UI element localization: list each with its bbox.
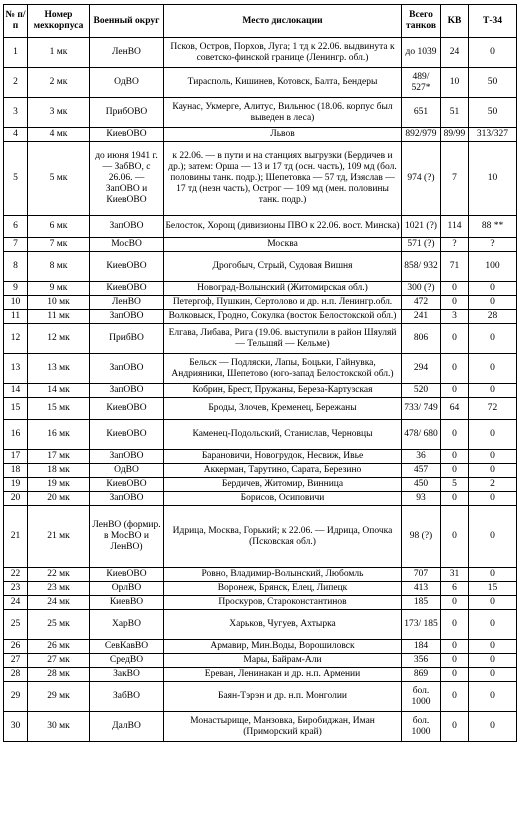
t34-count-cell: 72	[469, 398, 517, 420]
corps-number-cell: 28 мк	[28, 668, 90, 682]
total-tanks-cell: бол. 1000	[402, 682, 441, 712]
row-number-cell: 3	[4, 98, 28, 128]
row-number-cell: 30	[4, 712, 28, 742]
total-tanks-cell: 974 (?)	[402, 142, 441, 216]
table-row	[4, 712, 517, 742]
corps-number-cell: 17 мк	[28, 450, 90, 464]
location-cell: Армавир, Мин.Воды, Ворошиловск	[164, 640, 402, 654]
military-district-cell: ЗакВО	[90, 668, 164, 682]
military-district-cell: КиевОВО	[90, 252, 164, 282]
kv-count-cell: 0	[441, 384, 469, 398]
row-number-cell: 22	[4, 568, 28, 582]
location-cell: Бердичев, Житомир, Винница	[164, 478, 402, 492]
t34-count-cell: 0	[469, 420, 517, 450]
row-number-cell: 15	[4, 398, 28, 420]
corps-number-cell: 26 мк	[28, 640, 90, 654]
corps-number-cell: 10 мк	[28, 296, 90, 310]
military-district-cell: ЗабВО	[90, 682, 164, 712]
military-district-cell: ЗапОВО	[90, 216, 164, 238]
t34-count-cell: 0	[469, 296, 517, 310]
kv-count-cell: 5	[441, 478, 469, 492]
corps-number-cell: 25 мк	[28, 610, 90, 640]
total-tanks-cell: 571 (?)	[402, 238, 441, 252]
military-district-cell: ОдВО	[90, 68, 164, 98]
table-row	[4, 68, 517, 98]
header-location: Место дислокации	[164, 5, 402, 38]
table-row	[4, 324, 517, 354]
t34-count-cell: 0	[469, 568, 517, 582]
military-district-cell: ЛенВО	[90, 38, 164, 68]
military-district-cell: КиевОВО	[90, 282, 164, 296]
total-tanks-cell: 858/ 932	[402, 252, 441, 282]
t34-count-cell: 0	[469, 506, 517, 568]
total-tanks-cell: 520	[402, 384, 441, 398]
total-tanks-cell: 707	[402, 568, 441, 582]
row-number-cell: 14	[4, 384, 28, 398]
table-row	[4, 238, 517, 252]
corps-number-cell: 13 мк	[28, 354, 90, 384]
t34-count-cell: 50	[469, 98, 517, 128]
t34-count-cell: 50	[469, 68, 517, 98]
t34-count-cell: 0	[469, 38, 517, 68]
corps-number-cell: 20 мк	[28, 492, 90, 506]
location-cell: Новоград-Волынский (Житомирская обл.)	[164, 282, 402, 296]
corps-number-cell: 2 мк	[28, 68, 90, 98]
t34-count-cell: 28	[469, 310, 517, 324]
kv-count-cell: 0	[441, 282, 469, 296]
table-row	[4, 668, 517, 682]
location-cell: Москва	[164, 238, 402, 252]
row-number-cell: 2	[4, 68, 28, 98]
row-number-cell: 21	[4, 506, 28, 568]
corps-number-cell: 15 мк	[28, 398, 90, 420]
table-row	[4, 142, 517, 216]
header-corps: Номер мехкорпуса	[28, 5, 90, 38]
corps-number-cell: 19 мк	[28, 478, 90, 492]
row-number-cell: 5	[4, 142, 28, 216]
location-cell: Воронеж, Брянск, Елец, Липецк	[164, 582, 402, 596]
military-district-cell: до июня 1941 г. — ЗабВО, с 26.06. — ЗапОВО и КиевОВО	[90, 142, 164, 216]
table-row	[4, 38, 517, 68]
row-number-cell: 17	[4, 450, 28, 464]
total-tanks-cell: 356	[402, 654, 441, 668]
t34-count-cell: 0	[469, 596, 517, 610]
total-tanks-cell: 450	[402, 478, 441, 492]
t34-count-cell: 0	[469, 464, 517, 478]
location-cell: Мары, Байрам-Али	[164, 654, 402, 668]
row-number-cell: 19	[4, 478, 28, 492]
kv-count-cell: 64	[441, 398, 469, 420]
t34-count-cell: 0	[469, 610, 517, 640]
kv-count-cell: 0	[441, 712, 469, 742]
row-number-cell: 27	[4, 654, 28, 668]
corps-number-cell: 24 мк	[28, 596, 90, 610]
military-district-cell: ЗапОВО	[90, 310, 164, 324]
location-cell: Борисов, Осиповичи	[164, 492, 402, 506]
t34-count-cell: 0	[469, 682, 517, 712]
location-cell: Харьков, Чугуев, Ахтырка	[164, 610, 402, 640]
row-number-cell: 12	[4, 324, 28, 354]
t34-count-cell: ?	[469, 238, 517, 252]
location-cell: Броды, Злочев, Кременец, Бережаны	[164, 398, 402, 420]
row-number-cell: 26	[4, 640, 28, 654]
military-district-cell: ОрлВО	[90, 582, 164, 596]
kv-count-cell: 0	[441, 492, 469, 506]
table-row	[4, 282, 517, 296]
corps-number-cell: 23 мк	[28, 582, 90, 596]
kv-count-cell: 0	[441, 464, 469, 478]
corps-number-cell: 30 мк	[28, 712, 90, 742]
corps-number-cell: 8 мк	[28, 252, 90, 282]
location-cell: Елгава, Либава, Рига (19.06. выступили в район Шяуляй — Тельшяй — Кельме)	[164, 324, 402, 354]
t34-count-cell: 0	[469, 654, 517, 668]
t34-count-cell: 0	[469, 492, 517, 506]
table-row	[4, 582, 517, 596]
t34-count-cell: 0	[469, 384, 517, 398]
t34-count-cell: 0	[469, 354, 517, 384]
row-number-cell: 4	[4, 128, 28, 142]
corps-number-cell: 6 мк	[28, 216, 90, 238]
corps-number-cell: 12 мк	[28, 324, 90, 354]
header-district: Военный округ	[90, 5, 164, 38]
corps-number-cell: 14 мк	[28, 384, 90, 398]
military-district-cell: КиевОВО	[90, 128, 164, 142]
kv-count-cell: 6	[441, 582, 469, 596]
corps-number-cell: 7 мк	[28, 238, 90, 252]
t34-count-cell: 100	[469, 252, 517, 282]
military-district-cell: ЛенВО (формир. в МосВО и ЛенВО)	[90, 506, 164, 568]
row-number-cell: 25	[4, 610, 28, 640]
t34-count-cell: 0	[469, 282, 517, 296]
total-tanks-cell: 184	[402, 640, 441, 654]
total-tanks-cell: 98 (?)	[402, 506, 441, 568]
row-number-cell: 10	[4, 296, 28, 310]
row-number-cell: 16	[4, 420, 28, 450]
header-total-tanks: Всего танков	[402, 5, 441, 38]
total-tanks-cell: 241	[402, 310, 441, 324]
total-tanks-cell: 478/ 680	[402, 420, 441, 450]
t34-count-cell: 15	[469, 582, 517, 596]
military-district-cell: СевКавВО	[90, 640, 164, 654]
kv-count-cell: 0	[441, 668, 469, 682]
header-row	[4, 5, 517, 38]
military-district-cell: СредВО	[90, 654, 164, 668]
table-row	[4, 610, 517, 640]
location-cell: Аккерман, Тарутино, Сарата, Березино	[164, 464, 402, 478]
corps-number-cell: 29 мк	[28, 682, 90, 712]
total-tanks-cell: 892/979	[402, 128, 441, 142]
total-tanks-cell: 294	[402, 354, 441, 384]
t34-count-cell: 2	[469, 478, 517, 492]
row-number-cell: 8	[4, 252, 28, 282]
location-cell: Каунас, Укмерге, Алитус, Вильнюс (18.06. корпус был выведен в леса)	[164, 98, 402, 128]
total-tanks-cell: 457	[402, 464, 441, 478]
location-cell: к 22.06. — в пути и на станциях выгрузки (Бердичев и др.); затем: Орша — 13 и 17 тд (осн. часть), 109 мд (бол. половины танк. подр.); Шепетовка — 57 тд, Изяслав — 17 тд (незн часть), Острог — 109 мд (мен. половины танк. подр.)	[164, 142, 402, 216]
kv-count-cell: 10	[441, 68, 469, 98]
kv-count-cell: 0	[441, 420, 469, 450]
corps-number-cell: 3 мк	[28, 98, 90, 128]
corps-number-cell: 9 мк	[28, 282, 90, 296]
table-row	[4, 450, 517, 464]
kv-count-cell: 0	[441, 682, 469, 712]
kv-count-cell: ?	[441, 238, 469, 252]
kv-count-cell: 114	[441, 216, 469, 238]
table-row	[4, 478, 517, 492]
total-tanks-cell: 93	[402, 492, 441, 506]
row-number-cell: 24	[4, 596, 28, 610]
total-tanks-cell: 651	[402, 98, 441, 128]
military-district-cell: ПрибОВО	[90, 98, 164, 128]
t34-count-cell: 0	[469, 640, 517, 654]
row-number-cell: 29	[4, 682, 28, 712]
table-row	[4, 420, 517, 450]
location-cell: Ровно, Владимир-Волынский, Любомль	[164, 568, 402, 582]
t34-count-cell: 0	[469, 712, 517, 742]
kv-count-cell: 0	[441, 324, 469, 354]
location-cell: Бельск — Подляски, Лапы, Боцьки, Гайнувка, Андрияники, Шепетово (юго-запад Белостокской обл.)	[164, 354, 402, 384]
location-cell: Каменец-Подольский, Станислав, Черновцы	[164, 420, 402, 450]
table-row	[4, 216, 517, 238]
location-cell: Тирасполь, Кишинев, Котовск, Балта, Бендеры	[164, 68, 402, 98]
row-number-cell: 28	[4, 668, 28, 682]
corps-number-cell: 4 мк	[28, 128, 90, 142]
table-row	[4, 252, 517, 282]
kv-count-cell: 24	[441, 38, 469, 68]
location-cell: Петергоф, Пушкин, Сертолово и др. н.п. Ленингр.обл.	[164, 296, 402, 310]
row-number-cell: 1	[4, 38, 28, 68]
kv-count-cell: 0	[441, 654, 469, 668]
military-district-cell: КиевВО	[90, 596, 164, 610]
table-row	[4, 492, 517, 506]
kv-count-cell: 0	[441, 640, 469, 654]
kv-count-cell: 0	[441, 610, 469, 640]
table-row	[4, 464, 517, 478]
military-district-cell: ХарВО	[90, 610, 164, 640]
table-row	[4, 640, 517, 654]
row-number-cell: 20	[4, 492, 28, 506]
total-tanks-cell: до 1039	[402, 38, 441, 68]
row-number-cell: 13	[4, 354, 28, 384]
corps-number-cell: 18 мк	[28, 464, 90, 478]
table-row	[4, 98, 517, 128]
table-row	[4, 506, 517, 568]
table-row	[4, 384, 517, 398]
table-row	[4, 128, 517, 142]
location-cell: Барановичи, Новогрудок, Несвиж, Ивье	[164, 450, 402, 464]
row-number-cell: 23	[4, 582, 28, 596]
total-tanks-cell: 806	[402, 324, 441, 354]
location-cell: Баян-Тэрэн и др. н.п. Монголии	[164, 682, 402, 712]
kv-count-cell: 89/99	[441, 128, 469, 142]
kv-count-cell: 3	[441, 310, 469, 324]
total-tanks-cell: 185	[402, 596, 441, 610]
row-number-cell: 7	[4, 238, 28, 252]
total-tanks-cell: 36	[402, 450, 441, 464]
location-cell: Волковыск, Гродно, Сокулка (восток Белостокской обл.)	[164, 310, 402, 324]
t34-count-cell: 313/327	[469, 128, 517, 142]
military-district-cell: ЛенВО	[90, 296, 164, 310]
location-cell: Псков, Остров, Порхов, Луга; 1 тд к 22.06. выдвинута к советско-финской границе (Ленингр. обл.)	[164, 38, 402, 68]
kv-count-cell: 0	[441, 450, 469, 464]
tank-corps-table	[3, 4, 517, 742]
total-tanks-cell: 472	[402, 296, 441, 310]
row-number-cell: 11	[4, 310, 28, 324]
military-district-cell: КиевОВО	[90, 398, 164, 420]
location-cell: Монастырище, Манзовка, Биробиджан, Иман (Приморский край)	[164, 712, 402, 742]
military-district-cell: ЗапОВО	[90, 450, 164, 464]
military-district-cell: КиевОВО	[90, 478, 164, 492]
location-cell: Львов	[164, 128, 402, 142]
location-cell: Идрица, Москва, Горький; к 22.06. — Идрица, Опочка (Псковская обл.)	[164, 506, 402, 568]
row-number-cell: 6	[4, 216, 28, 238]
military-district-cell: ДалВО	[90, 712, 164, 742]
total-tanks-cell: бол. 1000	[402, 712, 441, 742]
table-row	[4, 654, 517, 668]
corps-number-cell: 5 мк	[28, 142, 90, 216]
location-cell: Ереван, Ленинакан и др. н.п. Армении	[164, 668, 402, 682]
row-number-cell: 9	[4, 282, 28, 296]
corps-number-cell: 22 мк	[28, 568, 90, 582]
total-tanks-cell: 869	[402, 668, 441, 682]
kv-count-cell: 0	[441, 596, 469, 610]
table-row	[4, 568, 517, 582]
kv-count-cell: 31	[441, 568, 469, 582]
military-district-cell: КиевОВО	[90, 568, 164, 582]
total-tanks-cell: 413	[402, 582, 441, 596]
corps-number-cell: 1 мк	[28, 38, 90, 68]
military-district-cell: ЗапОВО	[90, 492, 164, 506]
location-cell: Белосток, Хорощ (дивизионы ПВО к 22.06. вост. Минска)	[164, 216, 402, 238]
kv-count-cell: 7	[441, 142, 469, 216]
corps-number-cell: 21 мк	[28, 506, 90, 568]
header-t34: Т-34	[469, 5, 517, 38]
military-district-cell: ЗапОВО	[90, 384, 164, 398]
total-tanks-cell: 300 (?)	[402, 282, 441, 296]
t34-count-cell: 0	[469, 324, 517, 354]
table-row	[4, 296, 517, 310]
table-row	[4, 398, 517, 420]
table-row	[4, 310, 517, 324]
military-district-cell: МосВО	[90, 238, 164, 252]
kv-count-cell: 0	[441, 296, 469, 310]
location-cell: Проскуров, Староконстантинов	[164, 596, 402, 610]
row-number-cell: 18	[4, 464, 28, 478]
location-cell: Дрогобыч, Стрый, Судовая Вишня	[164, 252, 402, 282]
t34-count-cell: 10	[469, 142, 517, 216]
total-tanks-cell: 733/ 749	[402, 398, 441, 420]
total-tanks-cell: 1021 (?)	[402, 216, 441, 238]
header-number: № п/п	[4, 5, 28, 38]
table-row	[4, 682, 517, 712]
military-district-cell: ЗапОВО	[90, 354, 164, 384]
t34-count-cell: 88 **	[469, 216, 517, 238]
kv-count-cell: 71	[441, 252, 469, 282]
t34-count-cell: 0	[469, 668, 517, 682]
table-row	[4, 596, 517, 610]
total-tanks-cell: 173/ 185	[402, 610, 441, 640]
corps-number-cell: 27 мк	[28, 654, 90, 668]
header-kv: KB	[441, 5, 469, 38]
military-district-cell: ОдВО	[90, 464, 164, 478]
corps-number-cell: 16 мк	[28, 420, 90, 450]
corps-number-cell: 11 мк	[28, 310, 90, 324]
military-district-cell: ПрибВО	[90, 324, 164, 354]
t34-count-cell: 0	[469, 450, 517, 464]
table-row	[4, 354, 517, 384]
kv-count-cell: 0	[441, 506, 469, 568]
kv-count-cell: 0	[441, 354, 469, 384]
location-cell: Кобрин, Брест, Пружаны, Береза-Картузская	[164, 384, 402, 398]
military-district-cell: КиевОВО	[90, 420, 164, 450]
total-tanks-cell: 489/ 527*	[402, 68, 441, 98]
kv-count-cell: 51	[441, 98, 469, 128]
